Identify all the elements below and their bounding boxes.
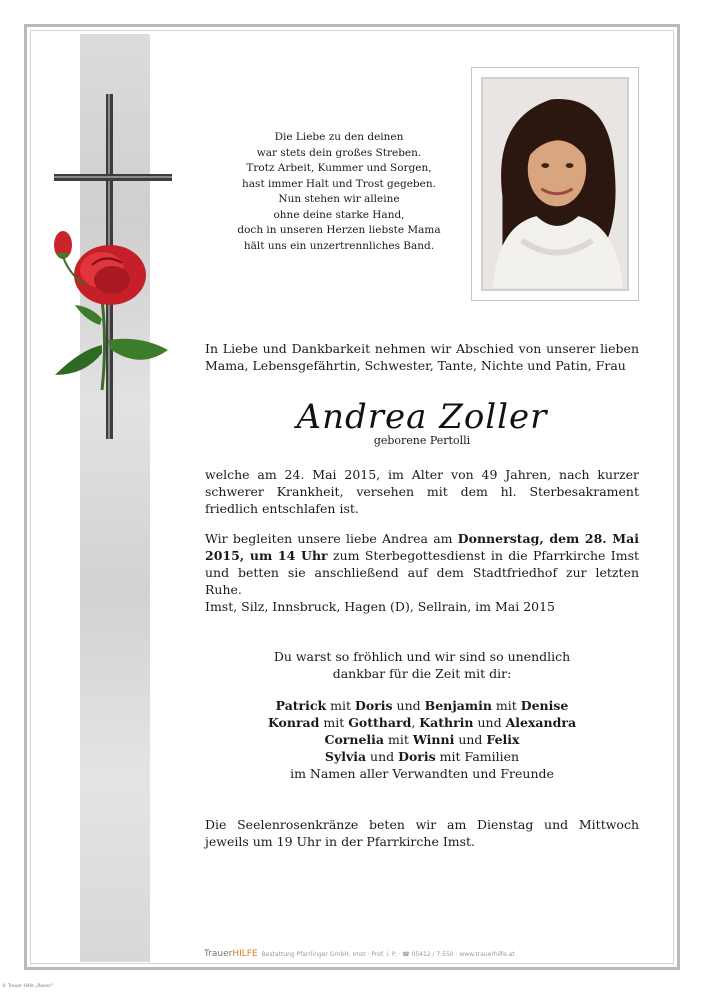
family-line: Patrick mit Doris und Benjamin mit Denise	[275, 698, 569, 713]
funeral-text: zum Sterbegottesdienst in die Pfarrkirche Imst und betten sie anschließend auf dem Stadtfriedhof zur letzten Ruhe.	[205, 548, 640, 597]
death-notice: welche am 24. Mai 2015, im Alter von 49 Jahren, nach kurzer schwerer Krankheit, versehen mit dem hl. Sterbesakrament friedlich entschlafen ist.	[205, 467, 639, 516]
family-list	[205, 697, 639, 782]
family-line: im Namen aller Verwandten und Freunde	[290, 766, 554, 781]
portrait-photo	[481, 77, 629, 291]
gratitude-text	[205, 648, 639, 682]
poem-line: Die Liebe zu den deinen	[274, 131, 404, 143]
family-line: Cornelia mit Winni und Felix	[324, 732, 520, 747]
family-line: Konrad mit Gotthard, Kathrin und Alexandra	[267, 715, 577, 730]
place-date: Imst, Silz, Innsbruck, Hagen (D), Sellrain, im Mai 2015	[205, 599, 556, 614]
funeral-notice	[205, 530, 639, 598]
rosary-notice: Die Seelenrosenkränze beten wir am Dienstag und Mittwoch jeweils um 19 Uhr in der Pfarrkirche Imst.	[205, 817, 639, 849]
gratitude-line: dankbar für die Zeit mit dir:	[332, 666, 512, 681]
portrait-frame	[471, 67, 639, 301]
poem-line: hält uns ein unzertrennliches Band.	[243, 239, 435, 252]
footer-info: Bestattung Pfarrlinger GmbH, Imst · Prof. i. P. · ☎ 05412 / 7 550 · www.trauerhilfe.at	[261, 950, 515, 958]
family-line: Sylvia und Doris mit Familien	[324, 749, 520, 764]
footer	[200, 948, 515, 960]
corner-note: © Trauer Hilfe „Rosen"	[2, 984, 54, 989]
gratitude-line: Du warst so fröhlich und wir sind so unendlich	[273, 649, 571, 664]
footer-logo: TrauerHILFE	[204, 949, 258, 959]
maiden-name: geborene Pertolli	[373, 434, 471, 447]
poem-line: doch in unseren Herzen liebste Mama	[237, 224, 441, 236]
funeral-date: Donnerstag, dem 28. Mai 2015, um 14 Uhr	[205, 531, 639, 563]
poem-line: Trotz Arbeit, Kummer und Sorgen,	[246, 162, 432, 174]
poem-line: ohne deine starke Hand,	[273, 208, 405, 221]
poem-line: war stets dein großes Streben.	[256, 146, 422, 159]
poem-line: Nun stehen wir alleine	[278, 193, 400, 205]
deceased-name: Andrea Zoller	[296, 397, 548, 437]
intro-text: In Liebe und Dankbarkeit nehmen wir Abschied von unserer lieben Mama, Lebensgefährtin, Schwester, Tante, Nichte und Patin, Frau	[205, 341, 639, 373]
rose-icon	[30, 225, 190, 395]
funeral-text: Wir begleiten unsere liebe Andrea am	[205, 531, 458, 546]
memorial-poem	[230, 130, 448, 254]
poem-line: hast immer Halt und Trost gegeben.	[242, 177, 436, 190]
